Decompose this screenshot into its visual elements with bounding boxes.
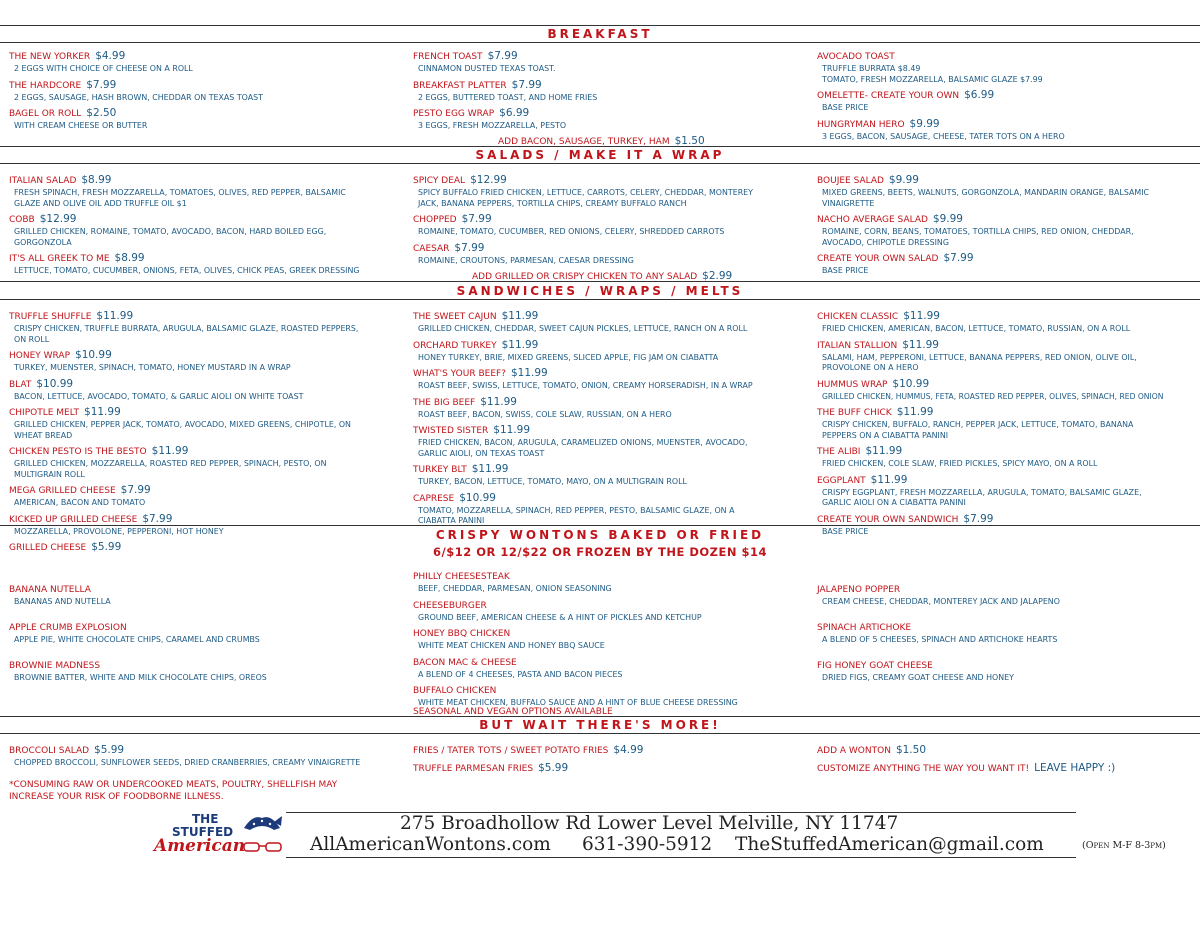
item-name: HONEY BBQ CHICKEN [413,629,511,639]
menu-item [817,209,1197,248]
menu-item [817,579,1197,617]
item-price: $7.99 [86,78,117,91]
menu-item [817,114,1197,143]
menu-item [9,306,407,345]
item-description: 2 EGGS, BUTTERED TOAST, AND HOME FRIES [418,92,598,102]
salads-column-1 [9,170,404,277]
menu-item [413,103,808,132]
logo-the: THE [192,812,219,826]
menu-item [9,579,404,617]
divider [0,42,1200,43]
menu-item [413,740,813,758]
section-title-salads: SALADS / MAKE IT A WRAP [475,148,725,162]
item-description: ROAST BEEF, BACON, SWISS, COLE SLAW, RUSSIAN, ON A HERO [418,409,672,419]
divider [0,163,1200,164]
menu-item [413,595,811,624]
item-name: CAESAR [413,243,450,254]
item-description: BACON, LETTUCE, AVOCADO, TOMATO, & GARLIC AIOLI ON WHITE TOAST [14,391,304,401]
menu-item [817,441,1197,470]
item-price: $9.99 [888,174,919,186]
menu-item [413,459,811,488]
item-description: CIABATTA PANINI [418,516,485,525]
item-name: FRENCH TOAST [413,52,483,62]
menu-item [817,374,1197,403]
menu-item [9,345,407,374]
item-description: HONEY TURKEY, BRIE, MIXED GREENS, SLICED APPLE, FIG JAM ON CIABATTA [418,352,719,362]
item-price: $11.99 [471,463,509,475]
menu-item [9,441,407,480]
seasonal-note [413,701,613,719]
item-description: BASE PRICE [822,526,869,536]
menu-item [817,85,1197,114]
item-name: BANANA NUTELLA [9,585,91,595]
menu-item [817,470,1197,509]
item-name: NACHO AVERAGE SALAD [817,215,928,225]
item-description: BANANAS AND NUTELLA [14,597,111,606]
item-price: $11.99 [510,367,548,379]
menu-item [9,740,409,769]
item-name: BUFFALO CHICKEN [413,686,497,696]
addon-price: $1.50 [674,135,705,147]
item-description: TURKEY, BACON, LETTUCE, TOMATO, MAYO, ON A MULTIGRAIN ROLL [418,477,687,486]
item-description: FRIED CHICKEN, COLE SLAW, FRIED PICKLES, SPICY MAYO, ON A ROLL [822,459,1098,468]
menu-item [9,248,404,277]
hours: (Open M-F 8-3pm) [1082,840,1166,851]
menu-item [817,306,1197,335]
menu-item [9,75,399,104]
item-name: ITALIAN STALLION [817,340,898,351]
address: 275 Broadhollow Rd Lower Level Melville, NY 11747 [400,813,899,834]
item-name: CHICKEN CLASSIC [817,312,899,322]
health-warning: INCREASE YOUR RISK OF FOODBORNE ILLNESS. [9,791,224,802]
item-name: THE BIG BEEF [413,397,476,408]
item-name: HUMMUS WRAP [817,379,888,390]
item-name: APPLE CRUMB EXPLOSION [9,623,127,633]
item-price: $8.99 [114,252,145,264]
item-name: THE BUFF CHICK [817,408,892,418]
menu-item [817,402,1197,441]
wontons-column-3 [817,579,1197,684]
email: TheStuffedAmerican@gmail.com [735,834,1044,855]
item-description: ON ROLL [14,334,50,344]
item-name: CHOPPED [413,215,457,225]
item-description: BASE PRICE [822,266,869,275]
item-description: TOMATO, MOZZARELLA, SPINACH, RED PEPPER, PESTO, BALSAMIC GLAZE, ON A [418,505,735,515]
divider [0,25,1200,26]
addon-label: ADD GRILLED OR CRISPY CHICKEN TO ANY SALAD [472,272,698,282]
item-name: IT'S ALL GREEK TO ME [9,254,110,264]
item-description: GLAZE AND OLIVE OIL ADD TRUFFLE OIL $1 [14,198,187,208]
menu-item [413,652,811,681]
item-description: 2 EGGS, SAUSAGE, HASH BROWN, CHEDDAR ON TEXAS TOAST [14,92,263,102]
item-description: AVOCADO, CHIPOTLE DRESSING [822,237,949,247]
item-description: WHITE MEAT CHICKEN AND HONEY BBQ SAUCE [418,641,605,650]
menu-item [413,75,808,104]
logo-american: American [154,836,246,856]
item-description: BEEF, CHEDDAR, PARMESAN, ONION SEASONING [418,584,612,593]
salads-column-3 [817,170,1197,277]
item-description: CHOPPED BROCCOLI, SUNFLOWER SEEDS, DRIED CRANBERRIES, CREAMY VINAIGRETTE [14,758,361,767]
leave-happy: LEAVE HAPPY :) [1034,762,1116,774]
menu-item [413,566,811,595]
item-description: SALAMI, HAM, PEPPERONI, LETTUCE, BANANA PEPPERS, RED ONION, OLIVE OIL, [822,352,1137,362]
logo-stuffed: STUFFED [172,825,234,839]
item-name: JALAPENO POPPER [817,585,901,595]
menu-item [9,103,399,132]
item-price: $11.99 [84,406,121,418]
item-name: GRILLED CHEESE [9,543,87,553]
item-name: TRUFFLE SHUFFLE [9,312,92,322]
menu-item [413,238,808,267]
item-name: ADD A WONTON [817,746,891,756]
item-description: TURKEY, MUENSTER, SPINACH, TOMATO, HONEY MUSTARD IN A WRAP [14,363,291,372]
menu-item [817,335,1197,374]
item-name: CHIPOTLE MELT [9,408,80,418]
item-name: CREATE YOUR OWN SANDWICH [817,514,959,525]
phone: 631-390-5912 [582,834,713,855]
salads-addon [472,266,732,284]
item-name: BAGEL OR ROLL [9,109,82,119]
item-price: $10.99 [36,377,74,390]
menu-item [413,306,811,335]
item-name: CHEESEBURGER [413,600,487,611]
item-description: GARLIC AIOLI, ON TEXAS TOAST [418,448,545,458]
more-column-3 [817,740,1197,776]
menu-item [413,392,811,421]
menu-item [413,209,808,238]
item-description: BROWNIE BATTER, WHITE AND MILK CHOCOLATE CHIPS, OREOS [14,673,267,682]
customize-note: CUSTOMIZE ANYTHING THE WAY YOU WANT IT! [817,764,1030,774]
item-price: $7.99 [487,50,518,62]
breakfast-column-1 [9,46,399,132]
item-price: $11.99 [903,310,940,322]
item-description: A BLEND OF 4 CHEESES, PASTA AND BACON PIECES [418,669,623,679]
wontons-column-2 [413,566,811,709]
item-name: CHICKEN PESTO IS THE BESTO [9,447,147,457]
more-column-1 [9,740,409,803]
item-price: $9.99 [932,213,963,225]
item-price: $5.99 [538,762,569,774]
item-description: CRISPY EGGPLANT, FRESH MOZZARELLA, ARUGULA, TOMATO, BALSAMIC GLAZE, [822,487,1142,497]
item-description: FRESH SPINACH, FRESH MOZZARELLA, TOMATOES, OLIVES, RED PEPPER, BALSAMIC [14,188,346,197]
item-name: MEGA GRILLED CHEESE [9,486,116,496]
item-name: FIG HONEY GOAT CHEESE [817,661,933,671]
item-price: $6.99 [964,89,995,101]
item-description: MULTIGRAIN ROLL [14,469,85,479]
item-name: FRIES / TATER TOTS / SWEET POTATO FRIES [413,746,609,756]
menu-item [817,509,1197,538]
item-description: TOMATO, FRESH MOZZARELLA, BALSAMIC GLAZE $7.99 [822,74,1043,84]
item-name: THE ALIBI [817,447,861,457]
item-description: WHITE MEAT CHICKEN, BUFFALO SAUCE AND A HINT OF BLUE CHEESE DRESSING [418,698,738,707]
item-name: KICKED UP GRILLED CHEESE [9,514,138,525]
item-price: $7.99 [461,213,492,225]
item-description: PROVOLONE ON A HERO [822,363,919,372]
item-name: HUNGRYMAN HERO [817,119,905,130]
divider [286,857,1076,858]
menu-item [413,623,811,652]
item-price: $12.99 [39,213,77,225]
wontons-column-1 [9,579,404,684]
item-name: TRUFFLE PARMESAN FRIES [413,764,534,774]
item-description: GRILLED CHICKEN, ROMAINE, TOMATO, AVOCADO, BACON, HARD BOILED EGG, [14,227,327,236]
item-name: PHILLY CHEESESTEAK [413,572,510,582]
item-description: BASE PRICE [822,103,869,112]
item-price: $12.99 [470,174,507,186]
item-name: THE HARDCORE [9,80,82,91]
item-price: $11.99 [480,395,517,408]
wontons-pricing: 6/$12 OR 12/$22 OR FROZEN BY THE DOZEN $14 [433,545,767,559]
item-name: THE SWEET CAJUN [413,312,497,322]
item-description: GRILLED CHICKEN, MOZZARELLA, ROASTED RED PEPPER, SPINACH, PESTO, ON [14,459,327,468]
item-description: FRIED CHICKEN, BACON, ARUGULA, CARAMELIZED ONIONS, MUENSTER, AVOCADO, [418,438,748,447]
menu-item [413,758,813,776]
item-name: BROCCOLI SALAD [9,746,90,756]
menu-item [817,617,1197,655]
breakfast-addon [498,131,705,149]
item-description: ROMAINE, CROUTONS, PARMESAN, CAESAR DRESSING [418,255,634,265]
menu-item [9,509,407,538]
item-name: WHAT'S YOUR BEEF? [413,369,506,379]
menu-item [413,170,808,209]
section-title-breakfast: BREAKFAST [547,27,653,41]
item-description: LETTUCE, TOMATO, CUCUMBER, ONIONS, FETA, OLIVES, CHICK PEAS, GREEK DRESSING [14,266,360,275]
section-title-more: BUT WAIT THERE'S MORE! [479,718,721,732]
menu-item [817,758,1197,776]
item-price: $8.99 [81,174,112,186]
item-price: $11.99 [865,445,903,457]
item-price: $11.99 [151,445,189,457]
item-price: $1.50 [895,744,926,756]
item-price: $9.99 [909,117,940,130]
item-name: COBB [9,215,35,225]
item-name: TURKEY BLT [413,465,467,475]
item-description: GARLIC AIOLI ON A CIABATTA PANINI [822,498,966,507]
item-price: $5.99 [94,744,125,756]
item-name: PESTO EGG WRAP [413,109,495,119]
item-name: ORCHARD TURKEY [413,340,497,351]
item-name: BOUJEE SALAD [817,176,884,186]
item-description: CINNAMON DUSTED TEXAS TOAST. [418,64,556,73]
section-title-wontons: CRISPY WONTONS BAKED OR FRIED [435,528,765,542]
item-name: OMELETTE- CREATE YOUR OWN [817,91,960,101]
item-description: A BLEND OF 5 CHEESES, SPINACH AND ARTICHOKE HEARTS [822,635,1058,644]
logo [150,808,290,858]
item-description: FRIED CHICKEN, AMERICAN, BACON, LETTUCE, TOMATO, RUSSIAN, ON A ROLL [822,324,1131,333]
salads-column-2 [413,170,808,266]
menu-item [9,46,399,75]
item-description: DRIED FIGS, CREAMY GOAT CHEESE AND HONEY [822,673,1014,682]
item-description: GRILLED CHICKEN, PEPPER JACK, TOMATO, AVOCADO, MIXED GREENS, CHIPOTLE, ON [14,420,351,429]
website: AllAmericanWontons.com [310,834,551,855]
menu-item [413,363,811,392]
item-price: $10.99 [75,349,112,361]
item-price: $6.99 [499,107,530,119]
menu-item [9,617,404,655]
item-description: 3 EGGS, FRESH MOZZARELLA, PESTO [418,121,567,130]
seasonal-label: SEASONAL AND VEGAN OPTIONS AVAILABLE [413,707,613,717]
item-price: $7.99 [454,241,485,254]
item-price: $4.99 [613,744,644,756]
sandwiches-column-3 [817,306,1197,537]
item-name: ITALIAN SALAD [9,176,77,186]
item-description: GROUND BEEF, AMERICAN CHEESE & A HINT OF PICKLES AND KETCHUP [418,612,702,622]
item-description: TRUFFLE BURRATA $8.49 [822,64,921,73]
item-name: EGGPLANT [817,475,866,486]
menu-item [817,248,1197,277]
item-description: GRILLED CHICKEN, CHEDDAR, SWEET CAJUN PICKLES, LETTUCE, RANCH ON A ROLL [418,324,748,333]
item-price: $11.99 [96,310,134,322]
menu-item [9,537,407,555]
breakfast-column-2 [413,46,808,132]
addon-label: ADD BACON, SAUSAGE, TURKEY, HAM [498,137,670,147]
more-column-2 [413,740,813,776]
breakfast-column-3 [817,46,1197,142]
item-description: MIXED GREENS, BEETS, WALNUTS, GORGONZOLA, MANDARIN ORANGE, BALSAMIC [822,188,1150,197]
item-price: $7.99 [120,484,151,496]
item-description: 3 EGGS, BACON, SAUSAGE, CHEESE, TATER TOTS ON A HERO [822,131,1065,141]
item-name: BROWNIE MADNESS [9,661,101,671]
divider [0,733,1200,734]
menu-item [817,655,1197,684]
item-description: GRILLED CHICKEN, HUMMUS, FETA, ROASTED RED PEPPER, OLIVES, SPINACH, RED ONION [822,391,1164,401]
item-description: 2 EGGS WITH CHOICE OF CHEESE ON A ROLL [14,64,193,73]
item-description: JACK, BANANA PEPPERS, TORTILLA CHIPS, CREAMY BUFFALO RANCH [418,198,687,208]
menu-item [817,740,1197,758]
item-price: $7.99 [511,78,542,91]
item-name: BREAKFAST PLATTER [413,80,507,91]
menu-item [413,335,811,364]
item-description: MOZZARELLA, PROVOLONE, PEPPERONI, HOT HONEY [14,526,224,536]
item-description: PEPPERS ON A CIABATTA PANINI [822,430,949,440]
sandwiches-column-2 [413,306,811,527]
menu-item [413,488,811,527]
menu-item [9,209,404,248]
item-price: $11.99 [870,473,908,486]
section-title-sandwiches: SANDWICHES / WRAPS / MELTS [456,284,744,298]
divider [0,299,1200,300]
glasses-icon [242,841,284,853]
item-price: $11.99 [896,406,934,418]
menu-item [9,402,407,441]
item-price: $11.99 [501,338,539,351]
item-name: AVOCADO TOAST [817,52,895,62]
menu-item [413,46,808,75]
item-name: THE NEW YORKER [9,52,91,62]
item-price: $7.99 [943,252,974,264]
sandwiches-column-1 [9,306,407,555]
item-price: $10.99 [459,491,496,504]
item-description: CRISPY CHICKEN, BUFFALO, RANCH, PEPPER JACK, LETTUCE, TOMATO, BANANA [822,420,1134,429]
item-name: BACON MAC & CHEESE [413,657,517,668]
item-description: CREAM CHEESE, CHEDDAR, MONTEREY JACK AND JALAPENO [822,597,1060,606]
item-name: SPINACH ARTICHOKE [817,623,912,633]
item-price: $7.99 [142,512,173,525]
item-price: $2.50 [86,107,117,119]
item-name: SPICY DEAL [413,176,466,186]
item-price: $7.99 [963,512,994,525]
item-description: ROAST BEEF, SWISS, LETTUCE, TOMATO, ONION, CREAMY HORSERADISH, IN A WRAP [418,381,753,390]
menu-item [817,46,1197,85]
item-description: SPICY BUFFALO FRIED CHICKEN, LETTUCE, CARROTS, CELERY, CHEDDAR, MONTEREY [418,188,753,197]
menu-item [817,170,1197,209]
addon-price: $2.99 [702,270,733,282]
item-price: $11.99 [501,310,539,322]
item-price: $10.99 [892,377,930,390]
item-description: APPLE PIE, WHITE CHOCOLATE CHIPS, CARAMEL AND CRUMBS [14,635,260,644]
item-description: CRISPY CHICKEN, TRUFFLE BURRATA, ARUGULA, BALSAMIC GLAZE, ROASTED PEPPERS, [14,324,359,333]
item-name: TWISTED SISTER [413,426,489,436]
menu-item [9,170,404,209]
item-name: HONEY WRAP [9,351,71,361]
health-warning: *CONSUMING RAW OR UNDERCOOKED MEATS, POULTRY, SHELLFISH MAY [9,779,338,790]
item-name: BLAT [9,379,32,390]
item-name: CAPRESE [413,493,455,504]
item-description: ROMAINE, CORN, BEANS, TOMATOES, TORTILLA CHIPS, RED ONION, CHEDDAR, [822,227,1134,236]
item-description: WITH CREAM CHEESE OR BUTTER [14,121,148,130]
item-price: $5.99 [91,541,122,553]
item-description: WHEAT BREAD [14,430,73,440]
item-description: GORGONZOLA [14,237,72,247]
menu-item [9,374,407,403]
menu-item [9,655,404,684]
item-price: $4.99 [95,50,126,62]
menu-item [9,480,407,509]
item-description: ROMAINE, TOMATO, CUCUMBER, RED ONIONS, CELERY, SHREDDED CARROTS [418,227,725,236]
item-description: AMERICAN, BACON AND TOMATO [14,498,146,507]
item-name: CREATE YOUR OWN SALAD [817,254,939,264]
menu-item [413,420,811,459]
item-price: $11.99 [493,424,531,436]
item-price: $11.99 [902,338,939,351]
item-description: VINAIGRETTE [822,198,875,208]
